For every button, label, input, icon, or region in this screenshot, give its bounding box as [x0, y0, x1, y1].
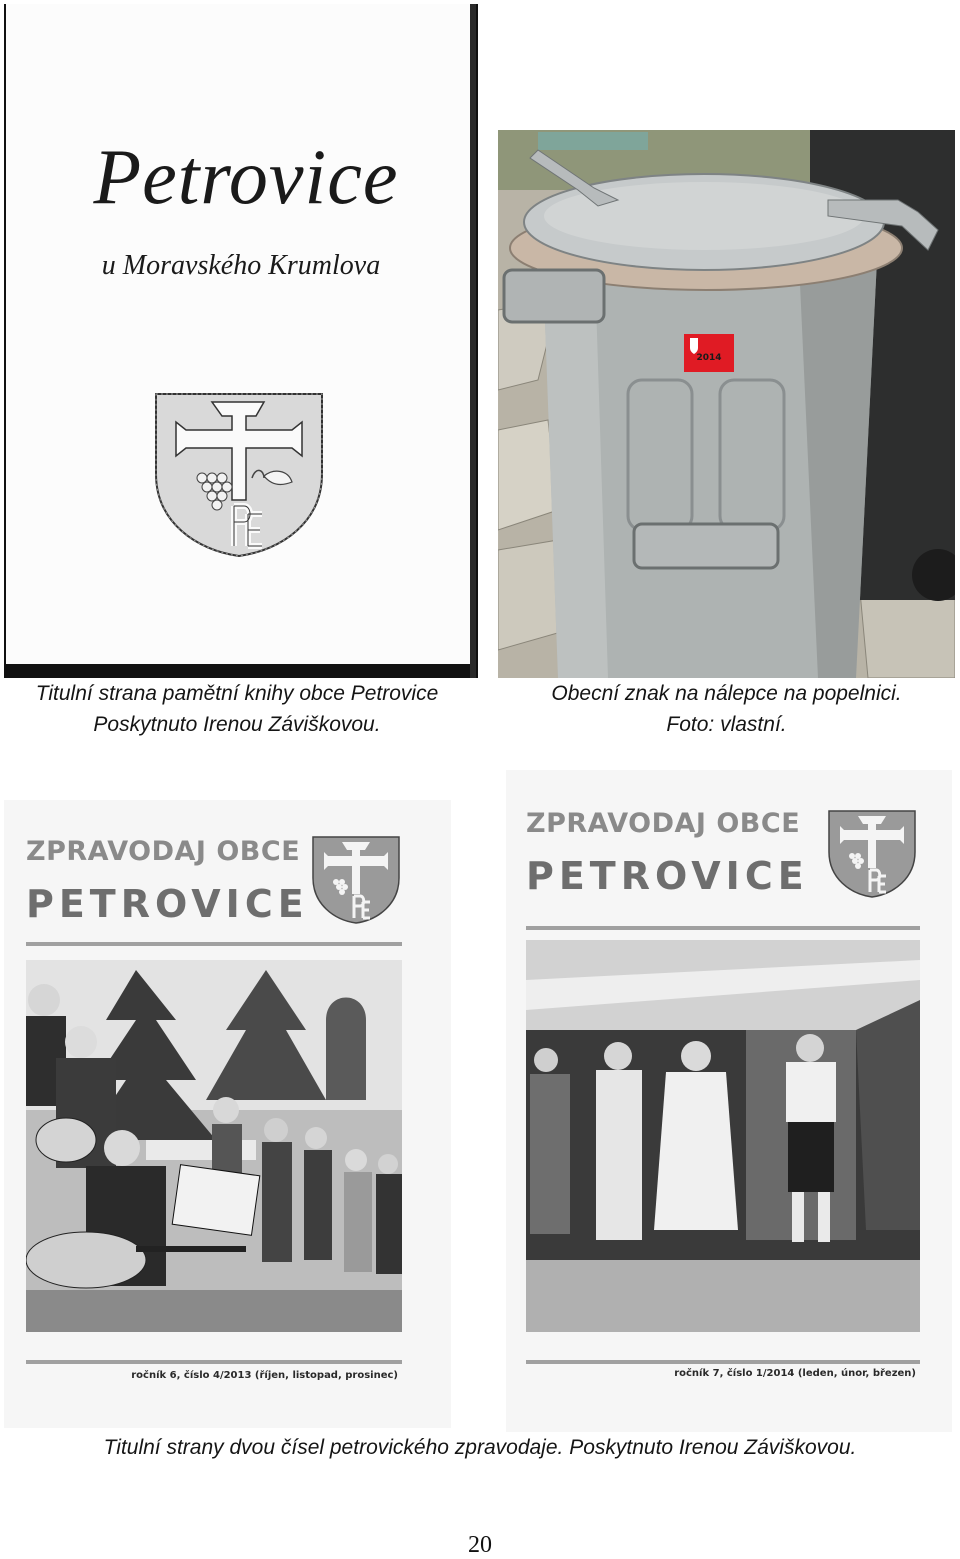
theatre-illustration [526, 940, 920, 1332]
footer-rule [526, 1360, 920, 1364]
book-page [6, 4, 470, 664]
coat-of-arms-icon [826, 808, 918, 900]
newsletter-cover-2014 [506, 770, 952, 1432]
page-number: 20 [468, 1532, 492, 1558]
newsletter-issue: ročník 7, číslo 1/2014 (leden, únor, březen) [674, 1368, 916, 1379]
book-subtitle: u Moravského Krumlova [101, 250, 381, 281]
newsletters-caption: Titulní strany dvou čísel petrovického zpravodaje. Poskytnuto Irenou Záviškovou. [103, 1436, 857, 1459]
theatre-photo [526, 940, 920, 1332]
concert-illustration [26, 960, 402, 1332]
bin-caption-line-1: Obecní znak na nálepce na popelnici. [551, 682, 902, 705]
book-caption-line-1: Titulní strana pamětní knihy obce Petrovice [35, 682, 439, 705]
concert-photo [26, 960, 402, 1332]
coat-of-arms-emblem [152, 390, 326, 558]
bin-caption-line-2: Foto: vlastní. [666, 713, 787, 736]
masthead-rule [526, 926, 920, 930]
footer-rule [26, 1360, 402, 1364]
newsletter-masthead-line-2: PETROVICE [526, 854, 809, 898]
masthead-rule [26, 942, 402, 946]
newsletter-masthead-line-1: ZPRAVODAJ OBCE [26, 836, 301, 867]
newsletter-cover-2013 [4, 800, 451, 1428]
sticker-year: 2014 [696, 353, 722, 363]
book-title: Petrovice [93, 133, 399, 220]
memorial-book-cover-photo [4, 4, 478, 678]
newsletter-masthead-line-2: PETROVICE [26, 882, 309, 926]
bin-caption [498, 678, 955, 740]
coat-of-arms-icon [310, 834, 402, 926]
waste-bin-photo [498, 130, 955, 678]
waste-bin-illustration [498, 130, 955, 678]
book-edge [470, 4, 476, 678]
book-caption-line-2: Poskytnuto Irenou Záviškovou. [93, 713, 381, 736]
book-caption [8, 678, 466, 740]
newsletter-issue: ročník 6, číslo 4/2013 (říjen, listopad, prosinec) [131, 1370, 398, 1381]
newsletter-masthead-line-1: ZPRAVODAJ OBCE [526, 808, 801, 839]
